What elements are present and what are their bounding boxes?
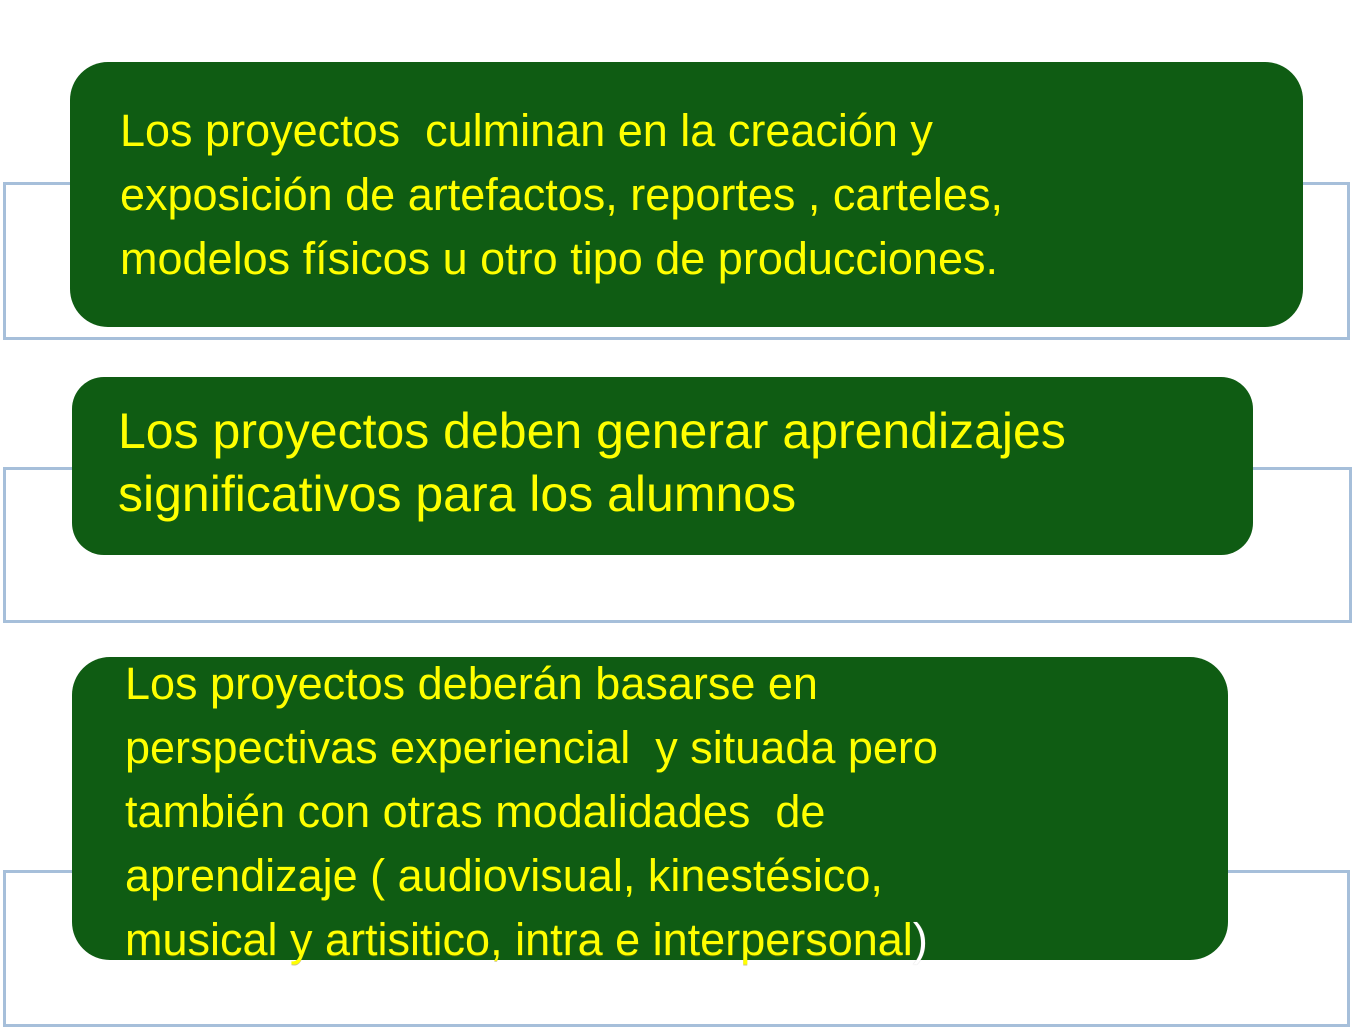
callout-text-3 <box>125 652 938 972</box>
last-line-text: musical y artisitico, intra e interpersonal <box>125 914 913 965</box>
text-line-overflowing <box>125 908 938 972</box>
callout-text-1 <box>120 99 1003 291</box>
callout-box-3 <box>72 657 1228 965</box>
text-line: también con otras modalidades de <box>125 786 826 837</box>
text-line: Los proyectos deberán basarse en <box>125 658 818 709</box>
callout-text-2 <box>118 400 1066 526</box>
text-line: perspectivas experiencial y situada pero <box>125 722 938 773</box>
text-line: significativos para los alumnos <box>118 466 797 522</box>
text-line: exposición de artefactos, reportes , carteles, <box>120 169 1003 220</box>
callout-box-2 <box>72 377 1253 555</box>
text-line: aprendizaje ( audiovisual, kinestésico, <box>125 850 883 901</box>
text-line: modelos físicos u otro tipo de producciones. <box>120 233 998 284</box>
closing-paren-white: ) <box>912 914 928 965</box>
text-line: Los proyectos culminan en la creación y <box>120 105 933 156</box>
text-line: Los proyectos deben generar aprendizajes <box>118 403 1066 459</box>
callout-box-1 <box>70 62 1303 327</box>
